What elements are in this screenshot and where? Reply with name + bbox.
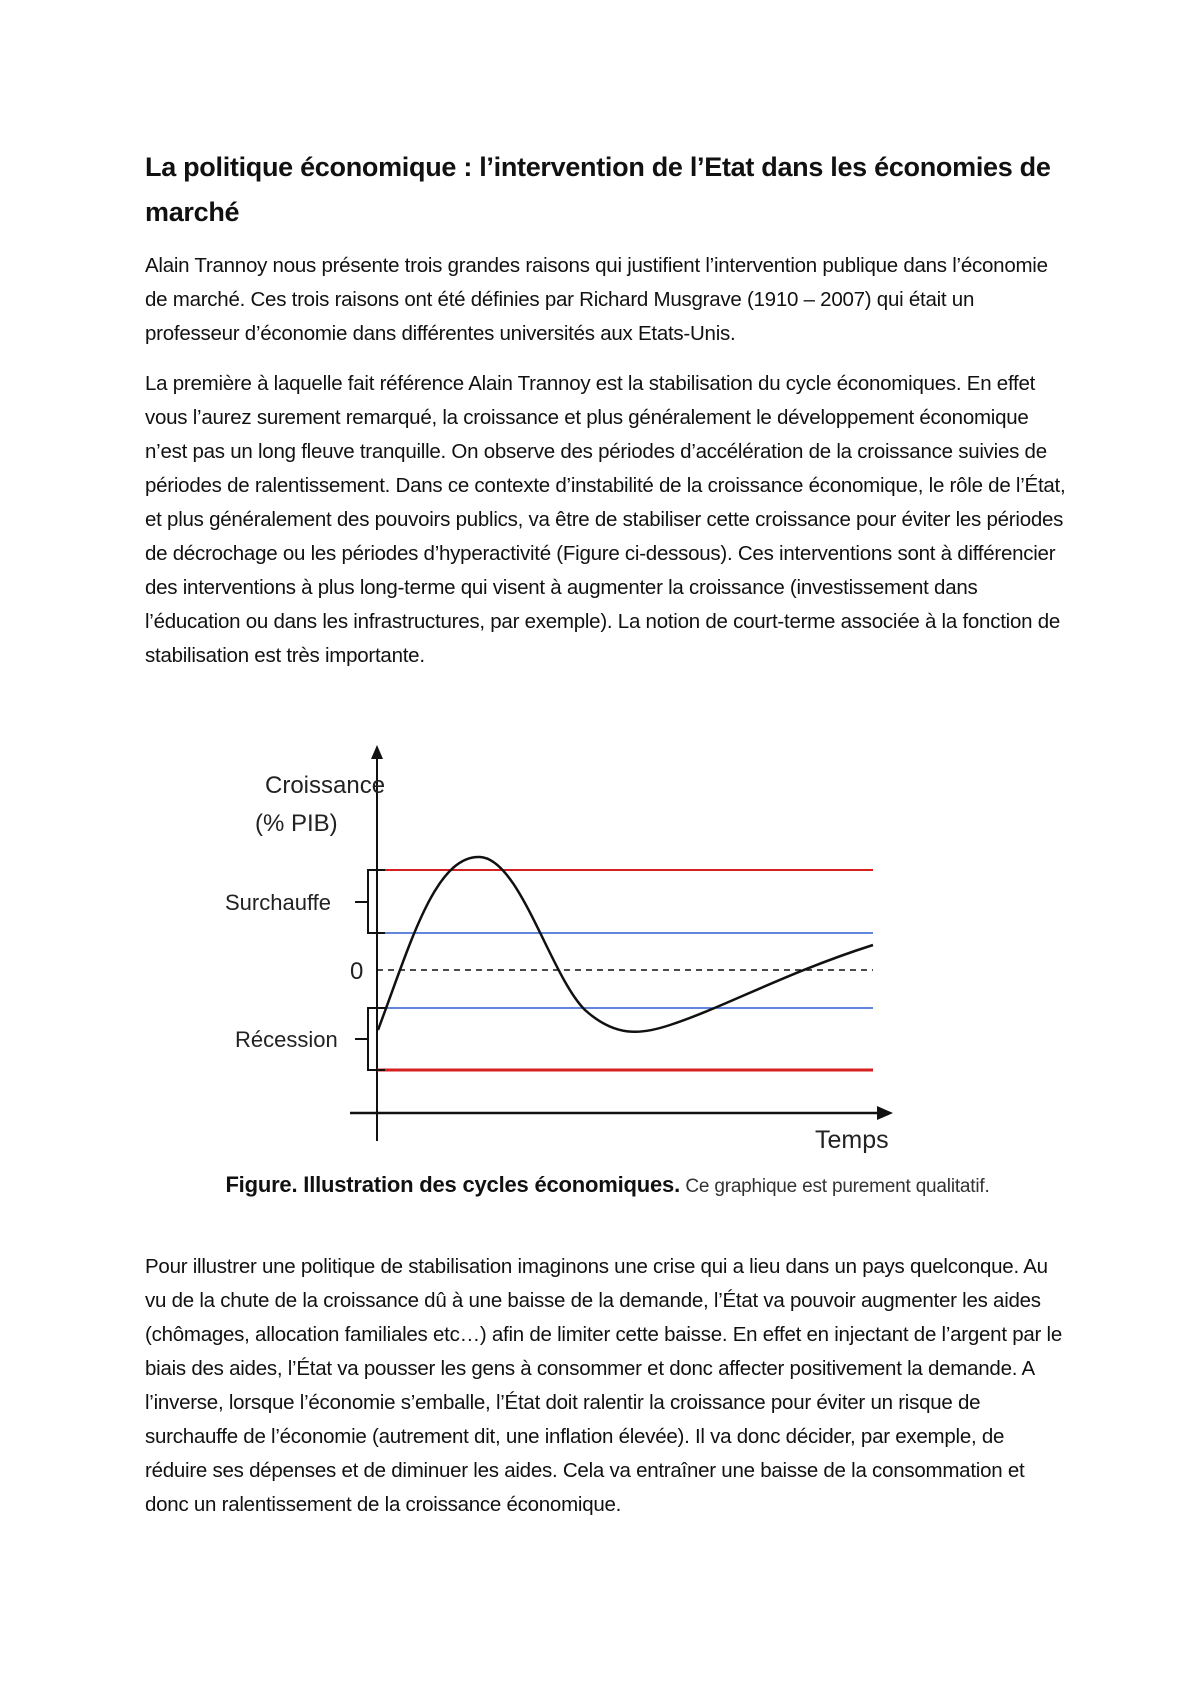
figure-caption-bold: Figure. Illustration des cycles économiques.: [225, 1172, 680, 1197]
page-title: La politique économique : l’intervention de l’Etat dans les économies de marché: [145, 152, 1051, 227]
business-cycle-figure: [145, 745, 1070, 1215]
lower-text-block: [145, 1250, 1070, 1522]
business-cycle-diagram: [145, 745, 1070, 1165]
surchauffe-label: Surchauffe: [225, 890, 332, 915]
upper-text-block: [145, 145, 1070, 673]
growth-cycle-curve: [378, 857, 873, 1032]
y-axis-label-line1: Croissance: [265, 772, 386, 799]
zero-label: 0: [350, 958, 364, 985]
x-axis-arrowhead: [877, 1106, 893, 1120]
figure-caption-rest: Ce graphique est purement qualitatif.: [685, 1176, 990, 1197]
paragraph-example: Pour illustrer une politique de stabilisation imaginons une crise qui a lieu dans un pays quelconque. Au vu de la chute de la croissance dû à une baisse de la demande, l’État va pouvoir augmenter les aides (chômages, allocation familiales etc…) afin de limiter cette baisse. En effet en injectant de l’argent par le biais des aides, l’État va pousser les gens à consommer et donc affecter positivement la demande. A l’inverse, lorsque l’économie s’emballe, l’État doit ralentir la croissance pour éviter un risque de surchauffe de l’économie (autrement dit, une inflation élevée). Il va donc décider, par exemple, de réduire ses dépenses et de diminuer les aides. Cela va entraîner une baisse de la consommation et donc un ralentissement de la croissance économique.: [145, 1255, 1063, 1516]
paragraph-intro: Alain Trannoy nous présente trois grandes raisons qui justifient l’intervention publique dans l’économie de marché. Ces trois raisons ont été définies par Richard Musgrave (1910 – 2007) qui était un professeur d’économie dans différentes universités aux Etats-Unis.: [145, 254, 1048, 345]
x-axis-label: Temps: [815, 1126, 889, 1154]
y-axis-label-line2: (% PIB): [255, 810, 338, 837]
y-axis-arrowhead: [371, 745, 383, 759]
figure-caption: [145, 1170, 1070, 1202]
paragraph-stabilisation: La première à laquelle fait référence Alain Trannoy est la stabilisation du cycle économiques. En effet vous l’aurez surement remarqué, la croissance et plus généralement le développement économique n’est pas un long fleuve tranquille. On observe des périodes d’accélération de la croissance suivies de périodes de ralentissement. Dans ce contexte d’instabilité de la croissance économique, le rôle de l’État, et plus généralement des pouvoirs publics, va être de stabiliser cette croissance pour éviter les périodes de décrochage ou les périodes d’hyperactivité (Figure ci-dessous). Ces interventions sont à différencier des interventions à plus long-terme qui visent à augmenter la croissance (investissement dans l’éducation ou dans les infrastructures, par exemple). La notion de court-terme associée à la fonction de stabilisation est très importante.: [145, 372, 1066, 667]
recession-label: Récession: [235, 1027, 338, 1052]
